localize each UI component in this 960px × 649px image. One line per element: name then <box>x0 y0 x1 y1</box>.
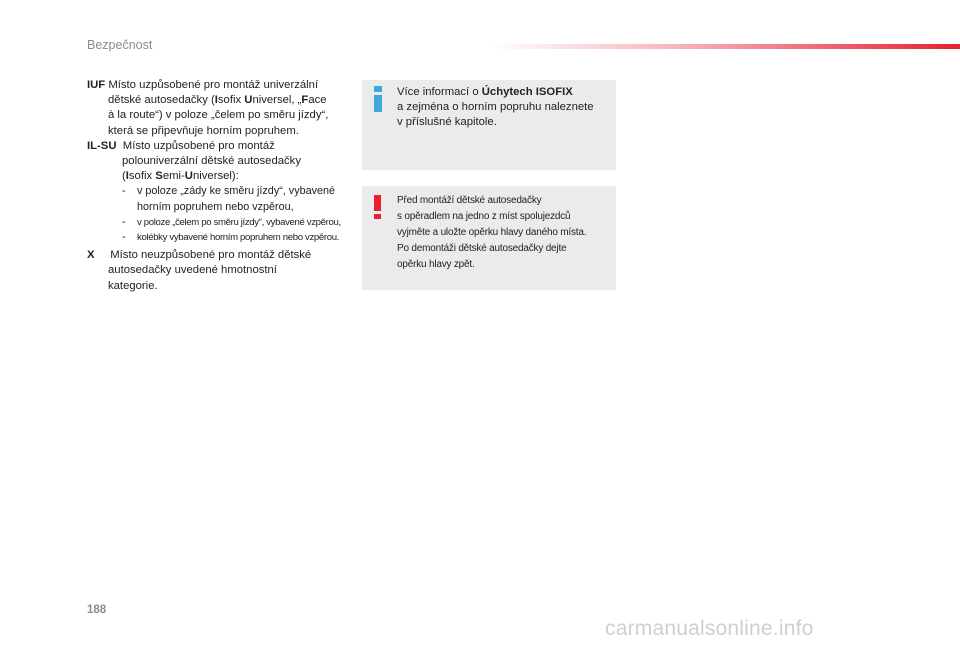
iuf-line-4: která se připevňuje horním popruhem. <box>108 124 299 137</box>
ilsu-line-3 <box>122 169 357 184</box>
info-icon <box>374 86 382 112</box>
warning-line-1: Před montáží dětské autosedačky <box>397 195 542 206</box>
watermark: carmanualsonline.info <box>605 617 814 640</box>
ilsu-text-3d: niversel): <box>192 170 239 183</box>
entry-x <box>87 248 357 294</box>
iuf-text-2c: niversel, „ <box>252 94 302 107</box>
ilsu-bold-i: I <box>125 170 129 183</box>
x-text-1: Místo neuzpůsobené pro montáž dětské <box>110 249 312 262</box>
warning-line-5: opěrku hlavy zpět. <box>397 259 475 270</box>
entry-il-su <box>87 139 357 245</box>
iuf-line-1 <box>87 78 357 93</box>
header-accent-bar <box>490 44 960 49</box>
iuf-line-2 <box>108 93 357 108</box>
warning-line-2: s opěradlem na jedno z míst spolujezdců <box>397 211 571 222</box>
info-line-1 <box>397 85 612 100</box>
warning-box <box>362 186 616 290</box>
warning-line-4: Po demontáži dětské autosedačky dejte <box>397 243 567 254</box>
info-box <box>362 80 616 170</box>
ilsu-item-3: kolébky vybavené horním popruhem nebo vzpěrou. <box>137 232 340 244</box>
iuf-text-2b: sofix <box>217 94 245 107</box>
ilsu-item-1-line-2: horním popruhem nebo vzpěrou, <box>137 200 294 213</box>
iuf-bold-u: U <box>244 94 253 107</box>
info-line-3: v příslušné kapitole. <box>397 116 497 129</box>
iuf-text-2a: dětské autosedačky ( <box>108 94 215 107</box>
dash-bullet: - <box>122 215 126 228</box>
iuf-code: IUF <box>87 79 106 91</box>
warning-line-3: vyjměte a uložte opěrku hlavy daného místa. <box>397 227 587 238</box>
iuf-bold-f: F <box>301 94 309 107</box>
dash-bullet: - <box>122 231 126 244</box>
info-text-1a: Více informací o <box>397 86 482 98</box>
ilsu-text-3a: ( <box>122 170 126 183</box>
ilsu-item-1-line-1: v poloze „zády ke směru jízdy“, vybavené <box>137 185 336 198</box>
ilsu-line-1 <box>87 139 357 154</box>
warning-text <box>397 193 613 273</box>
left-column <box>87 78 357 294</box>
ilsu-code: IL-SU <box>87 139 117 152</box>
ilsu-text-3b: sofix <box>128 170 156 183</box>
ilsu-line-2: polouniverzální dětské autosedačky <box>122 155 301 168</box>
iuf-text-2d: ace <box>308 94 327 107</box>
list-item <box>122 230 357 245</box>
list-item <box>122 215 357 230</box>
dash-bullet: - <box>122 185 126 198</box>
iuf-bold-i: I <box>214 94 218 107</box>
ilsu-text-1: Místo uzpůsobené pro montáž <box>122 139 275 152</box>
x-line-2: autosedačky uvedené hmotnostní <box>108 264 277 277</box>
x-line-3: kategorie. <box>108 279 158 292</box>
iuf-text-1: Místo uzpůsobené pro montáž univerzální <box>108 79 319 91</box>
x-code: X <box>87 249 95 262</box>
ilsu-text-3c: emi- <box>162 170 185 183</box>
info-line-2: a zejména o horním popruhu naleznete <box>397 101 594 114</box>
ilsu-item-2: v poloze „čelem po směru jízdy“, vybavené vzpěrou, <box>137 216 341 228</box>
ilsu-bold-s: S <box>155 170 163 183</box>
list-item <box>122 184 357 214</box>
warning-icon <box>374 195 381 219</box>
section-title: Bezpečnost <box>87 38 153 52</box>
info-link-isofix: Úchytech ISOFIX <box>481 86 573 98</box>
info-text <box>397 85 612 131</box>
ilsu-bold-u: U <box>184 170 193 183</box>
page-number: 188 <box>87 604 107 616</box>
entry-iuf <box>87 78 357 139</box>
iuf-line-3: à la route“) v poloze „čelem po směru jízdy“, <box>108 109 329 122</box>
x-line-1 <box>87 248 357 263</box>
